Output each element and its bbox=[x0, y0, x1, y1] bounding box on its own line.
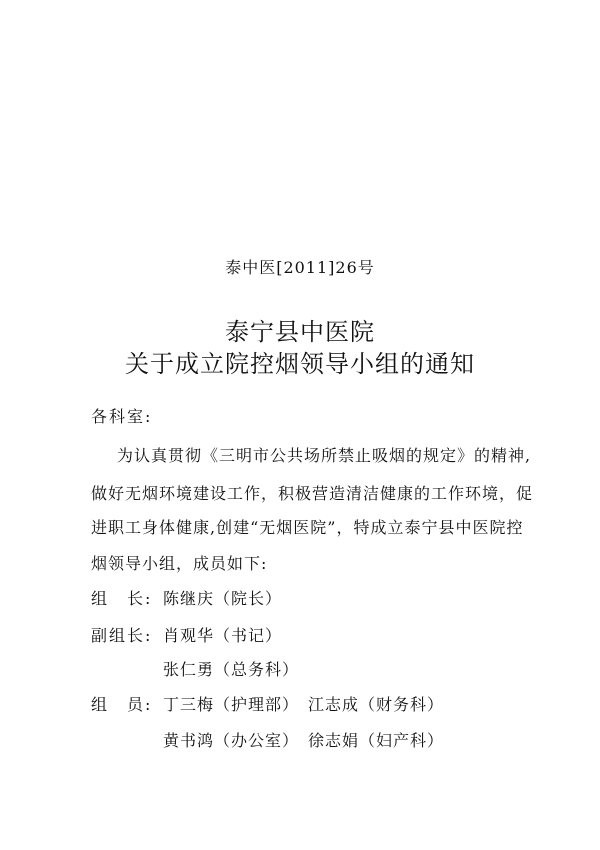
salutation: 各科室: bbox=[91, 407, 153, 426]
body-paragraph-line: 进职工身体健康,创建“无烟医院”，特成立泰宁县中医院控 bbox=[91, 518, 524, 537]
title-line-1: 泰宁县中医院 bbox=[225, 318, 375, 346]
body-paragraph-line: 为认真贯彻《三明市公共场所禁止吸烟的规定》的精神, bbox=[117, 446, 532, 465]
member-role: 组 员: bbox=[91, 695, 153, 714]
member-name: 徐志娟（妇产科） bbox=[308, 731, 445, 750]
member-name: 黄书鸿（办公室） bbox=[163, 731, 300, 750]
document-number: 泰中医[2011]26号 bbox=[225, 258, 375, 277]
member-name: 张仁勇（总务科） bbox=[163, 660, 300, 679]
body-paragraph-line: 烟领导小组，成员如下: bbox=[91, 554, 268, 573]
member-name: 丁三梅（护理部） bbox=[163, 695, 300, 714]
member-name: 江志成（财务科） bbox=[308, 695, 445, 714]
member-name: 陈继庆（院长） bbox=[163, 589, 283, 608]
title-line-2: 关于成立院控烟领导小组的通知 bbox=[125, 350, 475, 378]
member-name: 肖观华（书记） bbox=[163, 626, 283, 645]
body-paragraph-line: 做好无烟环境建设工作，积极营造清洁健康的工作环境，促 bbox=[91, 484, 534, 503]
member-role: 组 长: bbox=[91, 589, 153, 608]
member-role: 副组长: bbox=[91, 626, 153, 645]
